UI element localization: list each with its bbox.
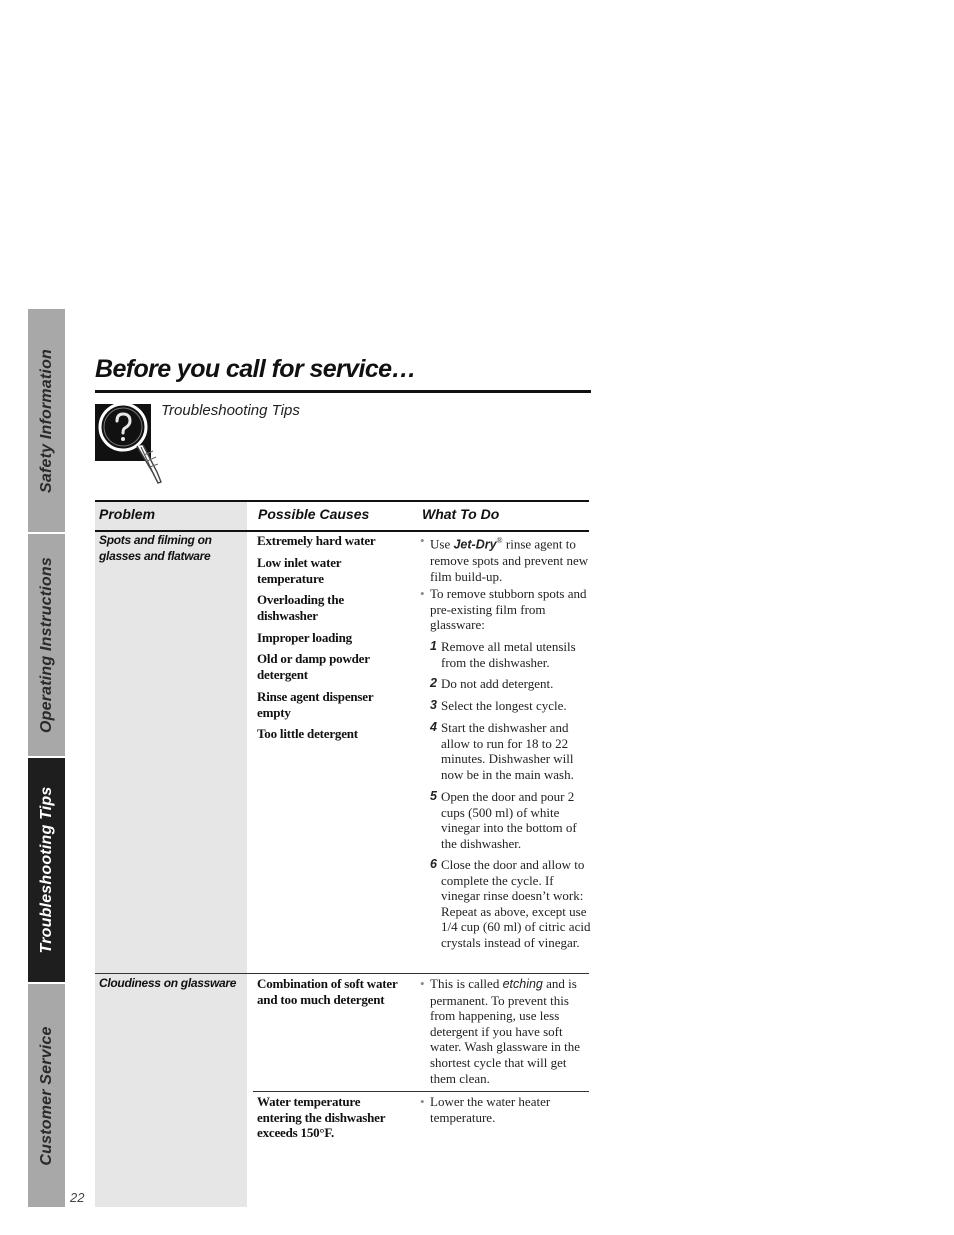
header-possible-causes: Possible Causes	[258, 506, 370, 522]
todo-text: This is called	[430, 976, 500, 991]
step-number: 1	[430, 639, 437, 653]
step-number: 6	[430, 857, 437, 871]
problem-cloudiness: Cloudiness on glassware	[99, 976, 237, 990]
tab-operating-instructions[interactable]	[28, 534, 65, 756]
step-number: 2	[430, 676, 437, 690]
problem-column-background	[95, 501, 247, 1207]
step-number: 3	[430, 698, 437, 712]
cause-item: Old or damp powder detergent	[257, 651, 370, 682]
problem-spots-filming: Spots and filming on glasses and flatware	[99, 533, 212, 563]
bullet-icon: •	[420, 1094, 425, 1109]
todo-text: To remove stubborn spots and pre-existing film from glassware:	[430, 586, 587, 633]
todo-jet-dry	[420, 533, 592, 584]
header-what-to-do: What To Do	[422, 506, 500, 522]
table-top-rule	[95, 500, 589, 502]
cause-item: Low inlet water temperature	[257, 555, 342, 586]
page-title: Before you call for service…	[95, 355, 416, 383]
todo-text: Use	[430, 536, 451, 552]
step-text: Close the door and allow to complete the cycle. If vinegar rinse doesn’t work: Repeat as above, except use 1/4 cup (60 ml) of citric acid crystals instead of vinegar.	[441, 857, 591, 950]
step-number: 4	[430, 720, 437, 734]
todo-text: and is permanent. To prevent this from happening, use less detergent if you have soft water. Wash glassware in the shortest cycle that will get them clean.	[430, 976, 580, 1086]
step-text: Open the door and pour 2 cups (500 ml) of white vinegar into the bottom of the dishwasher.	[441, 789, 577, 851]
step-item	[420, 720, 592, 782]
step-item	[420, 639, 592, 670]
cause-item: Improper loading	[257, 630, 352, 645]
todo-text: Lower the water heater temperature.	[430, 1094, 551, 1125]
step-number: 5	[430, 789, 437, 803]
header-problem: Problem	[99, 506, 156, 522]
tab-operating-instructions-label: Operating Instructions	[37, 557, 55, 733]
cause-item: Water temperature entering the dishwasher exceeds 150°F.	[257, 1094, 386, 1140]
cause-item: Rinse agent dispenser empty	[257, 689, 374, 720]
tab-customer-service-label: Customer Service	[37, 1025, 55, 1166]
cause-item: Too little detergent	[257, 726, 358, 741]
emphasis-text: etching	[502, 977, 543, 991]
tab-troubleshooting-tips[interactable]	[28, 758, 65, 982]
row-divider	[95, 973, 589, 974]
todo-text: rinse agent to remove spots and prevent new film build-up.	[430, 536, 589, 584]
bullet-icon: •	[420, 976, 425, 991]
todo-etching	[420, 976, 592, 1086]
step-text: Do not add detergent.	[441, 676, 554, 691]
tab-customer-service[interactable]	[28, 984, 65, 1207]
page-number: 22	[70, 1190, 85, 1205]
step-text: Select the longest cycle.	[441, 698, 567, 713]
tab-safety-information[interactable]	[28, 309, 65, 532]
todo-lower-heater	[420, 1094, 592, 1125]
bullet-icon: •	[420, 533, 425, 548]
step-text: Start the dishwasher and allow to run for 18 to 22 minutes. Dishwasher will now be in the main wash.	[441, 720, 574, 782]
tab-safety-information-label: Safety Information	[37, 348, 55, 493]
bullet-icon: •	[420, 586, 425, 601]
cause-item: Extremely hard water	[257, 533, 376, 548]
cause-item: Combination of soft water and too much detergent	[257, 976, 398, 1007]
tab-troubleshooting-tips-label: Troubleshooting Tips	[37, 786, 55, 954]
registered-mark: ®	[496, 536, 503, 545]
step-item	[420, 676, 592, 692]
step-item	[420, 698, 592, 714]
step-text: Remove all metal utensils from the dishwasher.	[441, 639, 576, 670]
cause-item: Overloading the dishwasher	[257, 592, 344, 623]
brand-name: Jet-Dry	[453, 537, 497, 552]
section-subtitle: Troubleshooting Tips	[161, 402, 300, 419]
step-item	[420, 857, 592, 951]
todo-stubborn-spots	[420, 586, 592, 633]
step-item	[420, 789, 592, 851]
title-rule	[95, 390, 591, 393]
sub-row-divider	[253, 1091, 589, 1092]
table-header-rule	[95, 530, 589, 532]
